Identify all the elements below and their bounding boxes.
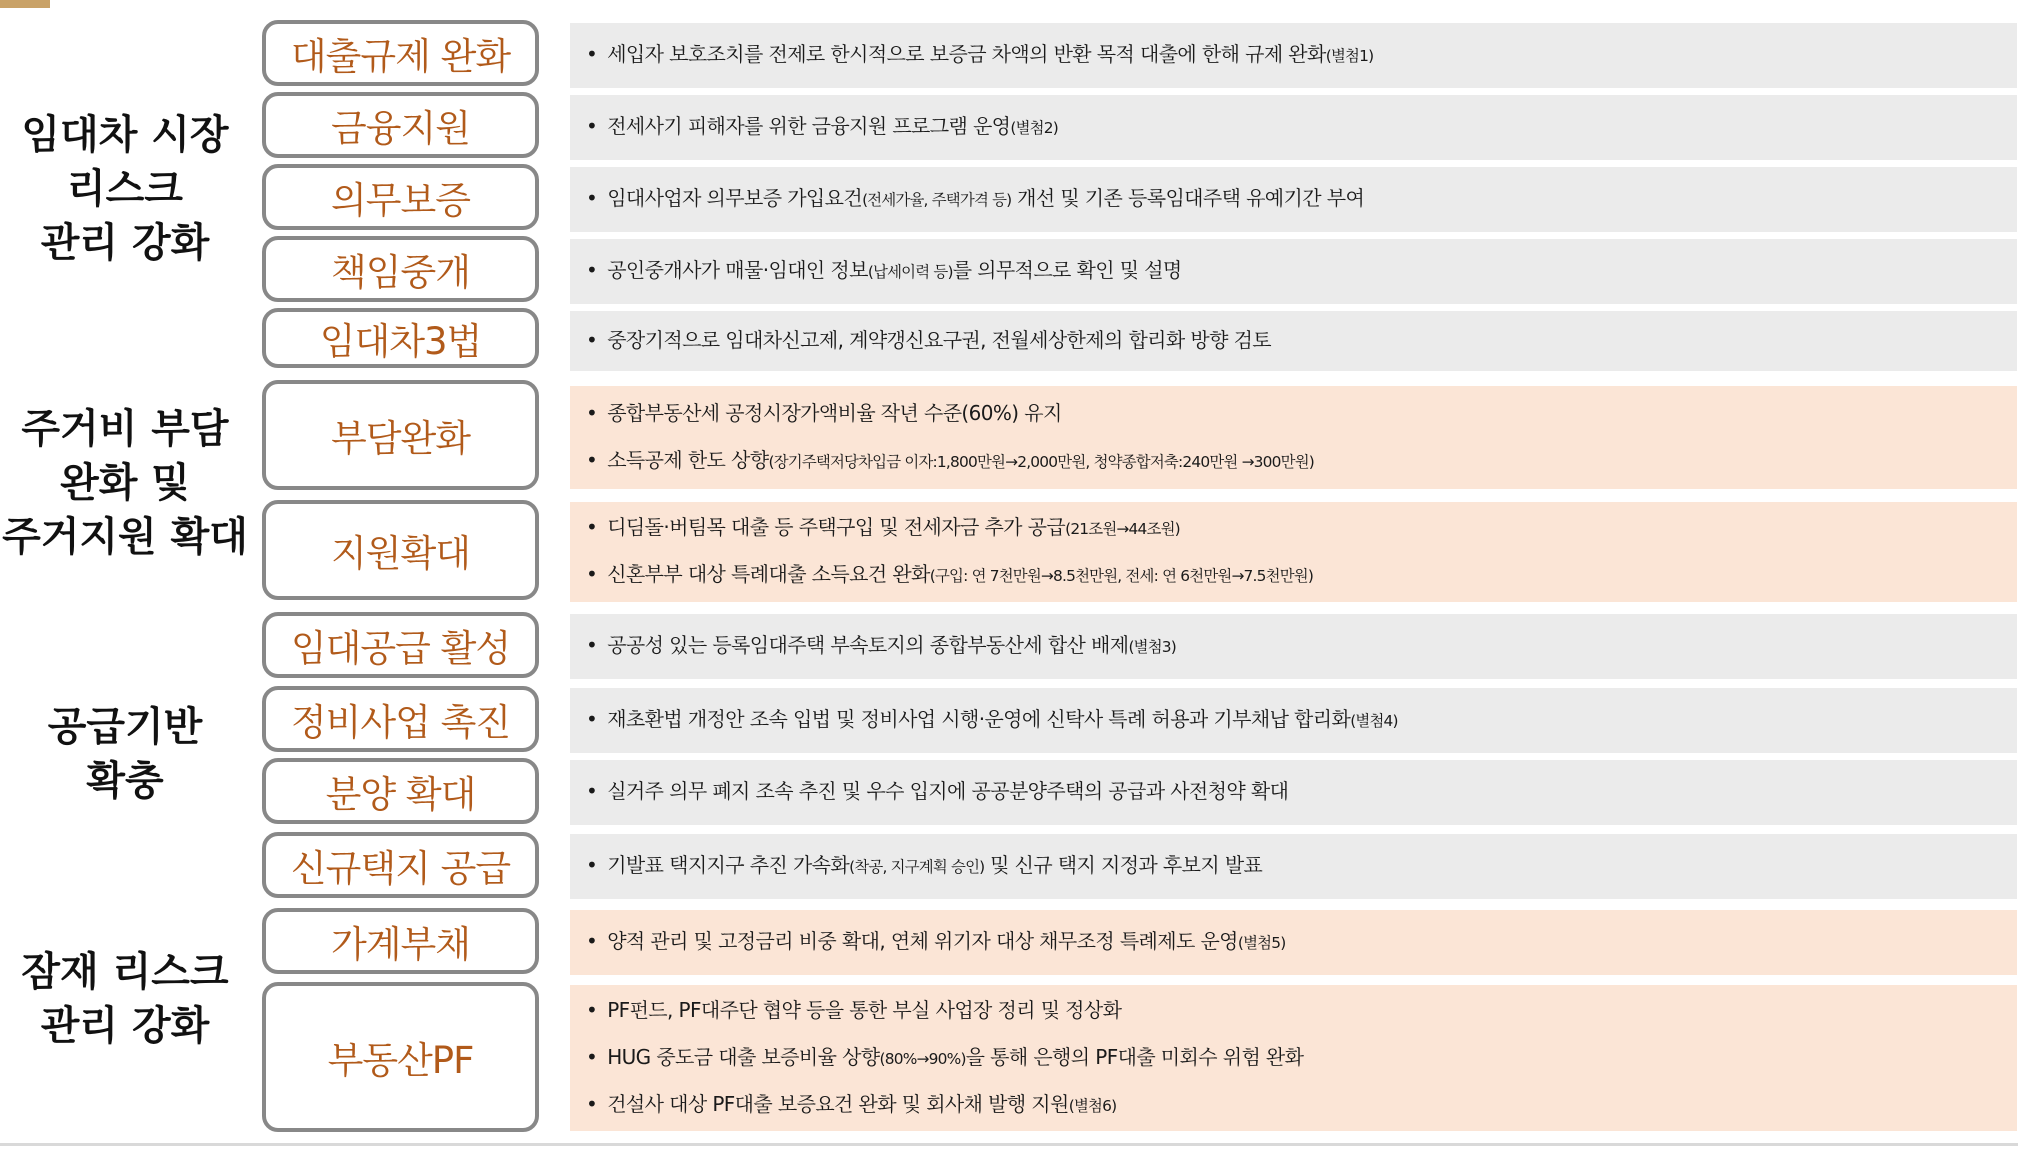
bullet-line: • 공인중개사가 매물·임대인 정보(납세이력 등)를 의무적으로 확인 및 설명 — [586, 258, 1182, 282]
row-label: 대출규제 완화 — [262, 20, 539, 86]
group-title: 임대차 시장 리스크 관리 강화 — [21, 112, 229, 266]
bullet-line: • 종합부동산세 공정시장가액비율 작년 수준(60%) 유지 — [586, 400, 1062, 425]
bullet-line: • 실거주 의무 폐지 조속 추진 및 우수 입지에 공공분양주택의 공급과 사전청약 확대 — [586, 779, 1289, 803]
row-label: 부담완화 — [262, 380, 539, 490]
row-label: 부동산PF — [262, 982, 539, 1132]
row-label: 금융지원 — [262, 92, 539, 158]
row-label: 신규택지 공급 — [262, 832, 539, 898]
group-title: 잠재 리스크 관리 강화 — [21, 949, 229, 1049]
row-label: 정비사업 촉진 — [262, 686, 539, 752]
bullet-line: • PF펀드, PF대주단 협약 등을 통한 부실 사업장 정리 및 정상화 — [586, 997, 1122, 1022]
group-title: 주거비 부담 완화 및 주거지원 확대 — [2, 406, 248, 560]
row-label: 가계부채 — [262, 908, 539, 974]
row-description — [570, 910, 2017, 975]
bullet-line: • 재초환법 개정안 조속 입법 및 정비사업 시행·운영에 신탁사 특례 허용과 기부채납 합리화(별첨4) — [586, 707, 1398, 731]
group-title: 공급기반 확충 — [47, 704, 203, 804]
row-description — [570, 688, 2017, 753]
row-description — [570, 760, 2017, 825]
bullet-line: • 건설사 대상 PF대출 보증요건 완화 및 회사채 발행 지원(별첨6) — [586, 1091, 1117, 1116]
row-description — [570, 502, 2017, 602]
bullet-line: • 디딤돌·버팀목 대출 등 주택구입 및 전세자금 추가 공급(21조원→44조원) — [586, 515, 1180, 539]
row-description — [570, 167, 2017, 232]
bullet-line: • 중장기적으로 임대차신고제, 계약갱신요구권, 전월세상한제의 합리화 방향 검토 — [586, 327, 1272, 352]
row-label: 임대공급 활성 — [262, 612, 539, 678]
row-description — [570, 614, 2017, 679]
row-description — [570, 95, 2017, 160]
row-label: 분양 확대 — [262, 758, 539, 824]
bullet-line: • 소득공제 한도 상향(장기주택저당차입금 이자:1,800만원→2,000만원, 청약종합저축:240만원 →300만원) — [586, 447, 1314, 472]
corner-accent — [0, 0, 50, 8]
bullet-line: • HUG 중도금 대출 보증비율 상향(80%→90%)을 통해 은행의 PF대출 미회수 위험 완화 — [586, 1044, 1304, 1069]
row-label: 의무보증 — [262, 164, 539, 230]
row-description — [570, 239, 2017, 304]
row-description — [570, 386, 2017, 489]
bullet-line: • 세입자 보호조치를 전제로 한시적으로 보증금 차액의 반환 목적 대출에 한해 규제 완화(별첨1) — [586, 42, 1374, 66]
row-label: 책임중개 — [262, 236, 539, 302]
bullet-line: • 임대사업자 의무보증 가입요건(전세가율, 주택가격 등) 개선 및 기존 등록임대주택 유예기간 부여 — [586, 186, 1365, 210]
row-label: 지원확대 — [262, 500, 539, 600]
bullet-line: • 신혼부부 대상 특례대출 소득요건 완화(구입: 연 7천만원→8.5천만원, 전세: 연 6천만원→7.5천만원) — [586, 562, 1314, 586]
row-description — [570, 834, 2017, 899]
row-description — [570, 23, 2017, 88]
bullet-line: • 양적 관리 및 고정금리 비중 확대, 연체 위기자 대상 채무조정 특례제도 운영(별첨5) — [586, 929, 1286, 953]
row-label: 임대차3법 — [262, 308, 539, 368]
bullet-line: • 전세사기 피해자를 위한 금융지원 프로그램 운영(별첨2) — [586, 114, 1058, 138]
bullet-line: • 기발표 택지지구 추진 가속화(착공, 지구계획 승인) 및 신규 택지 지정과 후보지 발표 — [586, 853, 1263, 877]
bullet-line: • 공공성 있는 등록임대주택 부속토지의 종합부동산세 합산 배제(별첨3) — [586, 633, 1177, 657]
row-description — [570, 311, 2017, 371]
row-description — [570, 985, 2017, 1131]
bottom-divider — [0, 1143, 2018, 1146]
